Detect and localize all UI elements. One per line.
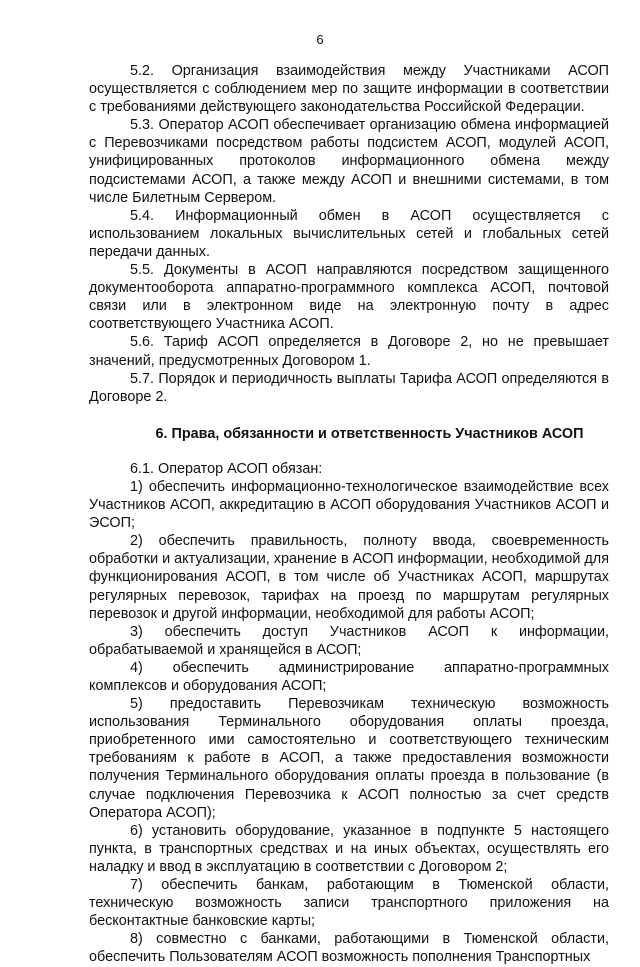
list-item-7: 7) обеспечить банкам, работающим в Тюменской области, техническую возможность записи транспортного приложения на бесконтактные банковские карты; [89,877,609,930]
clause-5-7: 5.7. Порядок и периодичность выплаты Тарифа АСОП определяются в Договоре 2. [89,370,609,405]
list-item-2: 2) обеспечить правильность, полноту ввода, своевременность обработки и актуализации, хранение в АСОП информации, необходимой для функционирования АСОП, в том числе об Участниках АСОП, маршрутах регулярных перевозок, тарифах на проезд по маршрутам регулярных перевозок и другой информации, необходимой для работы АСОП; [89,533,609,622]
clause-5-6: 5.6. Тариф АСОП определяется в Договоре 2, но не превышает значений, предусмотренных Договором 1. [89,334,609,369]
clause-6-1: 6.1. Оператор АСОП обязан: [130,460,323,477]
list-item-5: 5) предоставить Перевозчикам техническую возможность использования Терминального оборудования оплаты проезда, приобретенного ими самостоятельно и соответствующего техническим требованиям к работе в АСОП, а также предоставления возможности получения Терминального оборудования оплаты проезда в пользование (в случае подключения Перевозчика к АСОП полностью за счет средств Оператора АСОП); [89,696,609,821]
list-item-3: 3) обеспечить доступ Участников АСОП к информации, обрабатываемой и хранящейся в АСОП; [89,623,609,658]
list-item-6: 6) установить оборудование, указанное в подпункте 5 настоящего пункта, в транспортных средствах и на иных объектах, осуществлять его наладку и ввод в эксплуатацию в соответствии с Договором 2; [89,822,609,875]
document-body [89,62,609,967]
list-item-8: 8) совместно с банками, работающими в Тюменской области, обеспечить Пользователям АСОП возможность пополнения Транспортных [89,931,609,966]
clause-5-5: 5.5. Документы в АСОП направляются посредством защищенного документооборота аппаратно-программного комплекса АСОП, почтовой связи или в электронном виде на электронную почту в адрес соответствующего Участника АСОП. [89,262,609,333]
list-item-1: 1) обеспечить информационно-технологическое взаимодействие всех Участников АСОП, аккредитацию в АСОП оборудования Участников АСОП и ЭСОП; [89,478,609,532]
clause-5-4: 5.4. Информационный обмен в АСОП осуществляется с использованием локальных вычислительных сетей и глобальных сетей передачи данных. [89,207,609,260]
page-number: 6 [316,32,324,47]
list-item-4: 4) обеспечить администрирование аппаратно-программных комплексов и оборудования АСОП; [89,659,609,694]
clause-5-2: 5.2. Организация взаимодействия между Участниками АСОП осуществляется с соблюдением мер по защите информации в соответствии с требованиями действующего законодательства Российской Федерации. [89,63,609,116]
clause-5-3: 5.3. Оператор АСОП обеспечивает организацию обмена информацией с Перевозчиками посредством работы подсистем АСОП, модулей АСОП, унифицированных протоколов информационного обмена между подсистемами АСОП, а также между АСОП и внешними системами, в том числе Билетным Сервером. [89,117,609,206]
section-heading: 6. Права, обязанности и ответственность Участников АСОП [155,425,584,442]
